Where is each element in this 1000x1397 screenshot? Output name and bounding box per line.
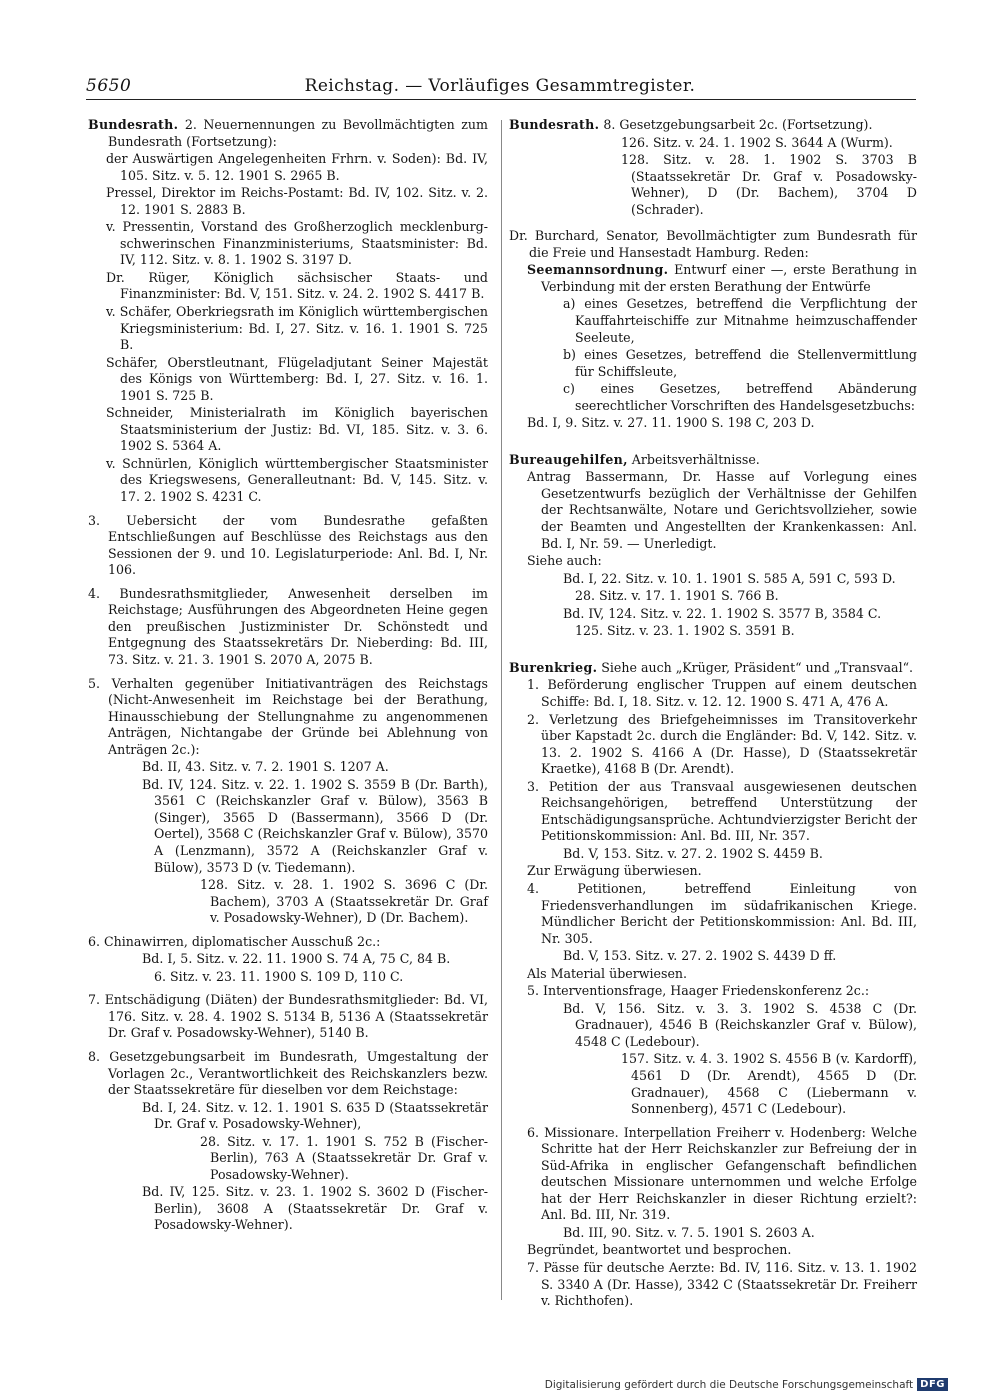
entry-text: Pressel, Direktor im Reichs-Postamt: Bd. IV, 102. Sitz. v. 2. 12. 1901 S. 2883 B. bbox=[106, 185, 488, 217]
entry-text: Bd. V, 156. Sitz. v. 3. 3. 1902 S. 4538 C (Dr. Gradnauer), 4546 B (Reichskanzler Graf v. Bülow), 4548 C (Ledebour). bbox=[563, 1000, 917, 1049]
entry-text: Bd. IV, 124. Sitz. v. 22. 1. 1902 S. 3559 B (Dr. Barth), 3561 C (Reichskanzler Graf v. Bülow), 3563 B (Singer), 3565 D (Bassermann), 3566 D (Dr. Oertel), 3568 C (Reichskanzler Graf v. Bülow), 3570 A (Lenzmann), 3572 A (Reichskanzler Graf v. Bülow), 3573 D (v. Tiedemann). bbox=[142, 776, 488, 875]
dfg-logo: DFG bbox=[917, 1378, 948, 1391]
entry-text: Bd. V, 153. Sitz. v. 27. 2. 1902 S. 4439 D ff. bbox=[563, 948, 837, 964]
index-entry bbox=[509, 846, 917, 863]
entry-text: v. Schäfer, Oberkriegsrath im Königlich württembergischen Kriegsministerium: Bd. I, 27. Sitz. v. 16. 1. 1901 S. 725 B. bbox=[106, 304, 488, 353]
entry-text: 6. Chinawirren, diplomatischer Ausschuß 2c.: bbox=[88, 933, 381, 949]
index-entry bbox=[88, 759, 488, 776]
entry-text: Arbeitsverhältnisse. bbox=[627, 451, 760, 467]
entry-text: 7. Pässe für deutsche Aerzte: Bd. IV, 116. Sitz. v. 13. 1. 1902 S. 3340 A (Dr. Hasse), 3342 C (Staatssekretär Dr. Freiherr v. Richthofen). bbox=[527, 1260, 917, 1309]
entry-text: Dr. Rüger, Königlich sächsischer Staats- und Finanzminister: Bd. V, 151. Sitz. v. 24. 2. 1902 S. 4417 B. bbox=[106, 269, 488, 302]
index-entry bbox=[88, 951, 488, 968]
entry-text: 125. Sitz. v. 23. 1. 1902 S. 3591 B. bbox=[575, 623, 795, 639]
index-entry bbox=[509, 452, 917, 469]
index-entry bbox=[509, 881, 917, 947]
entry-text: Antrag Bassermann, Dr. Hasse auf Vorlegung eines Gesetzentwurfs bezüglich der Verhältnisse der Gehilfen der Rechtsanwälte, Notare und Gerichtsvollzieher, sowie der Beamten und Angestellten der Krankenkassen: Anl. Bd. I, Nr. 59. — Unerledigt. bbox=[527, 469, 917, 551]
entry-text: Bd. I, 9. Sitz. v. 27. 11. 1900 S. 198 C, 203 D. bbox=[527, 415, 815, 431]
entry-text: Bd. II, 43. Sitz. v. 7. 2. 1901 S. 1207 A. bbox=[142, 759, 389, 775]
index-entry bbox=[509, 415, 917, 432]
left-column bbox=[88, 117, 488, 1241]
index-entry bbox=[509, 469, 917, 552]
entry-text: 8. Gesetzgebungsarbeit im Bundesrath, Umgestaltung der Vorlagen 2c., Verantwortlichkeit des Reichskanzlers bezw. der Staatssekretäre für dieselben vor dem Reichstage: bbox=[88, 1048, 488, 1098]
entry-text: 4. Petitionen, betreffend Einleitung von Friedensverhandlungen im südafrikanischen Kriege. Mündlicher Bericht der Petitionskommission: Anl. Bd. III, Nr. 305. bbox=[527, 880, 917, 946]
index-entry bbox=[88, 405, 488, 455]
entry-text: Zur Erwägung überwiesen. bbox=[527, 863, 702, 879]
entry-text: v. Pressentin, Vorstand des Großherzoglich mecklenburg-schwerinschen Finanzministeriums, Staatsminister: Bd. IV, 112. Sitz. v. 8. 1. 1902 S. 3197 D. bbox=[106, 219, 488, 268]
index-entry bbox=[509, 588, 917, 605]
index-entry bbox=[509, 660, 917, 677]
entry-text: 3. Petition der aus Transvaal ausgewiesenen deutschen Reichsangehörigen, betreffend Unterstützung der Entschädigungsansprüche. Achtundvierzigster Bericht der Petitionskommission: Anl. Bd. III, Nr. 357. bbox=[527, 778, 917, 844]
entry-text: Bd. III, 90. Sitz. v. 7. 5. 1901 S. 2603 A. bbox=[563, 1224, 815, 1240]
entry-text: 6. Sitz. v. 23. 11. 1900 S. 109 D, 110 C. bbox=[154, 968, 404, 984]
entry-text: Bd. IV, 125. Sitz. v. 23. 1. 1902 S. 3602 D (Fischer-Berlin), 3608 A (Staatssekretär Dr. Graf v. Posadowsky-Wehner). bbox=[142, 1184, 488, 1233]
entry-text: Siehe auch „Krüger, Präsident“ und „Transvaal“. bbox=[597, 659, 914, 675]
entry-text: 28. Sitz. v. 17. 1. 1901 S. 766 B. bbox=[575, 588, 779, 604]
index-entry bbox=[88, 513, 488, 579]
index-entry bbox=[509, 296, 917, 346]
index-entry bbox=[88, 304, 488, 354]
index-entry bbox=[509, 1225, 917, 1242]
index-entry bbox=[509, 1260, 917, 1310]
index-entry bbox=[88, 219, 488, 269]
index-entry bbox=[509, 1242, 917, 1259]
index-entry bbox=[509, 966, 917, 983]
index-entry bbox=[88, 117, 488, 150]
index-entry bbox=[88, 1100, 488, 1133]
entry-text: 5. Interventionsfrage, Haager Friedenskonferenz 2c.: bbox=[527, 983, 870, 999]
entry-text: 2. Verletzung des Briefgeheimnisses im Transitoverkehr über Kapstadt 2c. durch die Engländer: Bd. V, 142. Sitz. v. 13. 2. 1902 S. 4166 A (Dr. Hasse), D (Staatssekretär Kraetke), 4168 B (Dr. Arendt). bbox=[527, 711, 917, 777]
entry-text: c) eines Gesetzes, betreffend Abänderung seerechtlicher Vorschriften des Handelsgesetzbuchs: bbox=[563, 381, 917, 413]
index-entry bbox=[509, 135, 917, 152]
index-entry bbox=[88, 1134, 488, 1184]
index-entry bbox=[509, 779, 917, 845]
index-entry bbox=[509, 606, 917, 623]
index-entry bbox=[509, 117, 917, 134]
index-entry bbox=[88, 586, 488, 669]
entry-text: 1. Beförderung englischer Truppen auf einem deutschen Schiffe: Bd. I, 18. Sitz. v. 12. 12. 1900 S. 471 A, 476 A. bbox=[527, 677, 917, 709]
entry-text: 128. Sitz. v. 28. 1. 1902 S. 3703 B (Staatssekretär Dr. Graf v. Posadowsky-Wehner), D (Dr. Bachem), 3704 D (Schrader). bbox=[621, 152, 917, 217]
index-entry bbox=[88, 992, 488, 1042]
entry-text: Begründet, beantwortet und besprochen. bbox=[527, 1242, 792, 1258]
column-divider bbox=[501, 120, 502, 1300]
index-entry bbox=[509, 553, 917, 570]
index-entry bbox=[88, 1184, 488, 1234]
entry-text: Schneider, Ministerialrath im Königlich bayerischen Staatsministerium der Justiz: Bd. VI, 185. Sitz. v. 3. 6. 1902 S. 5364 A. bbox=[106, 405, 488, 454]
index-entry bbox=[509, 863, 917, 880]
index-entry bbox=[509, 262, 917, 295]
entry-text: Als Material überwiesen. bbox=[527, 965, 688, 981]
entry-text: Bd. I, 24. Sitz. v. 12. 1. 1901 S. 635 D (Staatssekretär Dr. Graf v. Posadowsky-Wehner), bbox=[142, 1099, 488, 1132]
entry-text: Bd. I, 22. Sitz. v. 10. 1. 1901 S. 585 A, 591 C, 593 D. bbox=[563, 570, 896, 586]
entry-text: 5. Verhalten gegenüber Initiativanträgen des Reichstags (Nicht-Anwesenheit im Reichstage bei der Berathung, Hinausschiebung der Stellungnahme zu angenommenen Anträgen, Nichtangabe der Gründe bei Ablehnung von Anträgen 2c.): bbox=[88, 675, 488, 757]
index-entry bbox=[509, 228, 917, 261]
index-entry bbox=[88, 934, 488, 951]
right-column bbox=[509, 117, 917, 1317]
entry-text: Schäfer, Oberstleutnant, Flügeladjutant Seiner Majestät des Königs von Württemberg: Bd. I, 27. Sitz. v. 16. 1. 1901 S. 725 B. bbox=[106, 354, 488, 403]
entry-text: Entwurf einer —, erste Berathung in Verbindung mit der ersten Berathung der Entwürfe bbox=[541, 262, 917, 294]
entry-text: v. Schnürlen, Königlich württembergischer Staatsminister des Kriegswesens, Generalleutnant: Bd. V, 145. Sitz. v. 17. 2. 1902 S. 4231 C. bbox=[106, 455, 488, 505]
entry-text: 7. Entschädigung (Diäten) der Bundesrathsmitglieder: Bd. VI, 176. Sitz. v. 28. 4. 1902 S. 5134 B, 5136 A (Staatssekretär Dr. Graf v. Posadowsky-Wehner), 5140 B. bbox=[88, 992, 488, 1041]
index-entry bbox=[509, 948, 917, 965]
entry-keyword: Bureaugehilfen, bbox=[509, 451, 628, 467]
entry-text: Dr. Burchard, Senator, Bevollmächtigter zum Bundesrath für die Freie und Hansestadt Hamburg. Reden: bbox=[509, 228, 917, 260]
entry-text: a) eines Gesetzes, betreffend die Verpflichtung der Kauffahrteischiffe zur Mitnahme heimzuschaffender Seeleute, bbox=[563, 296, 917, 345]
entry-text: 4. Bundesrathsmitglieder, Anwesenheit derselben im Reichstage; Ausführungen des Abgeordneten Heine gegen den preußischen Justizminister Dr. Schönstedt und Entgegnung des Staatssekretärs Dr. Nieberding: Bd. III, 73. Sitz. v. 21. 3. 1901 S. 2070 A, 2075 B. bbox=[88, 585, 488, 667]
index-entry bbox=[509, 677, 917, 710]
index-entry bbox=[88, 151, 488, 184]
index-entry bbox=[88, 676, 488, 759]
entry-text: b) eines Gesetzes, betreffend die Stellenvermittlung für Schiffsleute, bbox=[563, 347, 917, 379]
entry-keyword: Burenkrieg. bbox=[509, 659, 598, 675]
entry-text: 6. Missionare. Interpellation Freiherr v. Hodenberg: Welche Schritte hat der Herr Reichskanzler zur Befreiung der in Süd-Afrika in englischer Gefangenschaft befindlichen deutschen Missionare unternommen und welche Erfolge hat der Herr Reichskanzler in dieser Richtung erzielt?: Anl. Bd. III, Nr. 319. bbox=[527, 1124, 917, 1223]
index-entry bbox=[88, 777, 488, 876]
entry-text: Bd. V, 153. Sitz. v. 27. 2. 1902 S. 4459 B. bbox=[563, 845, 823, 861]
entry-keyword: Bundesrath. bbox=[509, 117, 600, 132]
entry-text: 28. Sitz. v. 17. 1. 1901 S. 752 B (Fischer-Berlin), 763 A (Staatssekretär Dr. Graf v. Posadowsky-Wehner). bbox=[200, 1133, 488, 1182]
footer-text: Digitalisierung gefördert durch die Deutsche Forschungsgemeinschaft bbox=[544, 1378, 914, 1391]
index-entry bbox=[88, 355, 488, 405]
entry-text: 128. Sitz. v. 28. 1. 1902 S. 3696 C (Dr. Bachem), 3703 A (Staatssekretär Dr. Graf v. Posadowsky-Wehner), D (Dr. Bachem). bbox=[200, 877, 488, 926]
index-entry bbox=[509, 1125, 917, 1224]
header-rule bbox=[86, 99, 916, 100]
index-entry bbox=[509, 1051, 917, 1117]
entry-text: 3. Uebersicht der vom Bundesrathe gefaßten Entschließungen auf Beschlüsse des Reichstags aus den Sessionen der 9. und 10. Legislaturperiode: Anl. Bd. I, Nr. 106. bbox=[88, 512, 488, 578]
index-entry bbox=[509, 983, 917, 1000]
index-entry bbox=[88, 969, 488, 986]
entry-text: 2. Neuernennungen zu Bevollmächtigten zum Bundesrath (Fortsetzung): bbox=[108, 117, 488, 149]
page-title: Reichstag. — Vorläufiges Gesammtregister. bbox=[304, 76, 696, 96]
index-entry bbox=[88, 456, 488, 506]
page-number: 5650 bbox=[86, 76, 132, 96]
entry-keyword: Seemannsordnung. bbox=[527, 262, 669, 278]
entry-keyword: Bundesrath. bbox=[88, 117, 179, 132]
index-entry bbox=[509, 1001, 917, 1051]
entry-text: Bd. IV, 124. Sitz. v. 22. 1. 1902 S. 3577 B, 3584 C. bbox=[563, 605, 882, 621]
index-entry bbox=[88, 270, 488, 303]
index-entry bbox=[88, 185, 488, 218]
entry-text: Siehe auch: bbox=[527, 553, 602, 569]
index-entry bbox=[509, 623, 917, 640]
index-entry bbox=[509, 152, 917, 218]
entry-text: 126. Sitz. v. 24. 1. 1902 S. 3644 A (Wurm). bbox=[621, 134, 893, 150]
index-entry bbox=[509, 712, 917, 778]
index-entry bbox=[509, 347, 917, 380]
index-entry bbox=[509, 381, 917, 414]
index-entry bbox=[88, 877, 488, 927]
index-entry bbox=[88, 1049, 488, 1099]
entry-text: Bd. I, 5. Sitz. v. 22. 11. 1900 S. 74 A, 75 C, 84 B. bbox=[142, 951, 451, 967]
entry-text: der Auswärtigen Angelegenheiten Frhrn. v. Soden): Bd. IV, 105. Sitz. v. 5. 12. 1901 S. 2965 B. bbox=[106, 151, 488, 183]
footer bbox=[545, 1378, 948, 1391]
entry-text: 8. Gesetzgebungsarbeit 2c. (Fortsetzung). bbox=[599, 117, 873, 132]
index-entry bbox=[509, 571, 917, 588]
entry-text: 157. Sitz. v. 4. 3. 1902 S. 4556 B (v. Kardorff), 4561 D (Dr. Arendt), 4565 D (Dr. Gradnauer), 4568 C (Liebermann v. Sonnenberg), 4571 C (Ledebour). bbox=[621, 1051, 917, 1117]
